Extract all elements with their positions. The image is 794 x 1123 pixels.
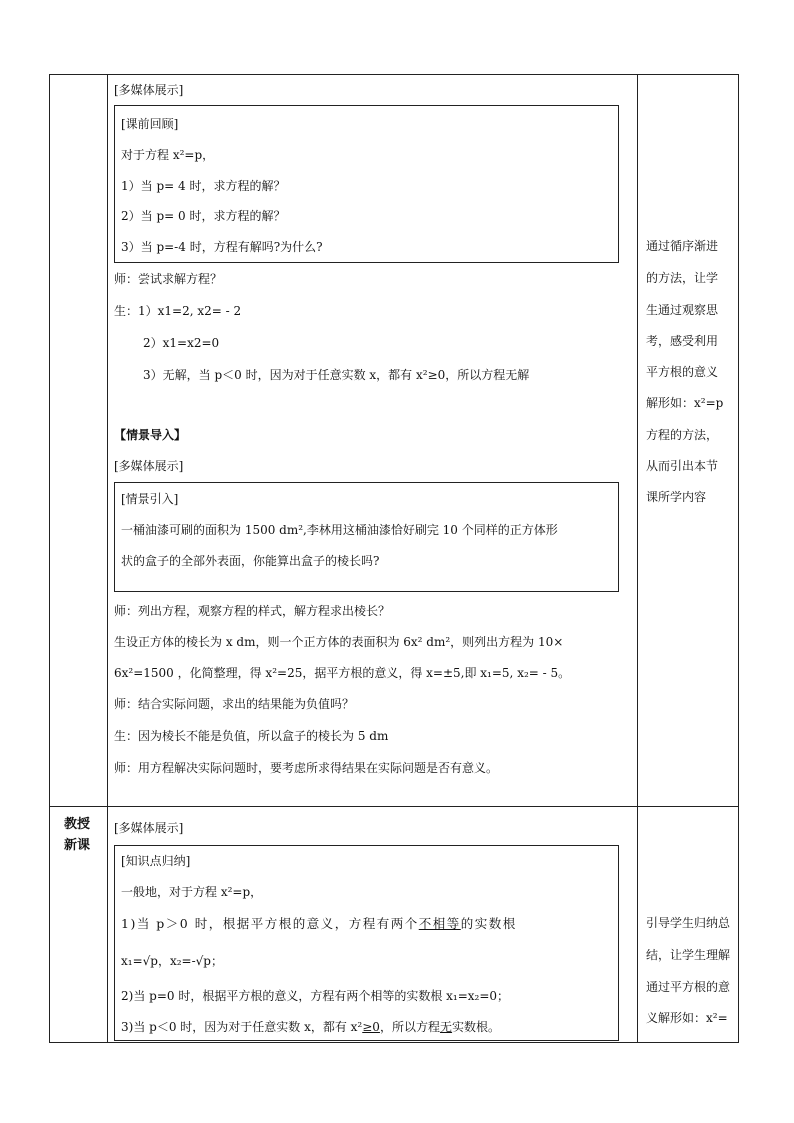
- side-note-line: 的方法，让学: [646, 271, 719, 285]
- knowledge-box-title: [知识点归纳]: [121, 854, 191, 868]
- student-answer: 生设正方体的棱长为 x dm，则一个正方体的表面积为 6x² dm²，则列出方程为 10×: [114, 635, 564, 649]
- scenario-text: 状的盒子的全部外表面，你能算出盒子的棱长吗?: [121, 554, 380, 568]
- knowledge-intro: 一般地，对于方程 x²=p，: [121, 885, 263, 899]
- scenario-box-title: [情景引入]: [121, 492, 179, 506]
- side-note-line: 通过循序渐进: [646, 239, 719, 253]
- knowledge-box: [114, 845, 619, 1041]
- side-note-line: 通过平方根的意: [646, 980, 731, 994]
- case3-text-a: 3)当 p＜0 时，因为对于任意实数 x，都有 x²: [121, 1020, 363, 1034]
- media-label: [多媒体展示]: [114, 459, 184, 473]
- case1-text-b: 的实数根: [460, 916, 517, 931]
- side-note-line: 考，感受利用: [646, 334, 719, 348]
- case3-underlined-1: ≥0: [362, 1020, 380, 1034]
- teacher-dialogue: 师：尝试求解方程？: [114, 272, 223, 286]
- knowledge-case-3: [121, 1017, 500, 1037]
- case3-text-b: ，所以方程: [379, 1020, 440, 1034]
- side-note-line: 方程的方法，: [646, 428, 719, 442]
- knowledge-case-1: [121, 914, 517, 934]
- side-note-line: 从而引出本节: [646, 459, 719, 473]
- media-label: [多媒体展示]: [114, 821, 184, 835]
- side-note-line: 结，让学生理解: [646, 948, 731, 962]
- student-answer: 2）x1=x2=0: [143, 336, 220, 350]
- teacher-dialogue: 师：列出方程，观察方程的样式，解方程求出棱长？: [114, 604, 391, 618]
- case1-underlined: 不相等: [418, 916, 461, 931]
- case3-underlined-2: 无: [439, 1020, 452, 1034]
- review-line: 3）当 p=-4 时，方程有解吗?为什么?: [121, 240, 323, 254]
- student-answer: 6x²=1500 ，化简整理，得 x²=25，据平方根的意义，得 x=±5,即 x₁=5, x₂= - 5。: [114, 666, 571, 680]
- knowledge-case-1-formula: x₁=√p，x₂=-√p；: [121, 954, 223, 968]
- case1-text-a: 1)当 p＞0 时，根据平方根的意义，方程有两个: [121, 916, 419, 931]
- review-line: 对于方程 x²=p，: [121, 148, 215, 162]
- section-label-line1: 教授: [64, 817, 91, 832]
- side-note-line: 平方根的意义: [646, 365, 719, 379]
- teacher-dialogue: 师：结合实际问题，求出的结果能为负值吗？: [114, 697, 355, 711]
- case3-text-c: 实数根。: [451, 1020, 500, 1034]
- side-note-line: 解形如：x²=p: [646, 396, 724, 410]
- side-note-line: 生通过观察思: [646, 303, 719, 317]
- student-answer: 生：1）x1=2, x2= - 2: [114, 304, 242, 318]
- section-label-line2: 新课: [64, 838, 91, 853]
- teacher-dialogue: 师：用方程解决实际问题时，要考虑所求得结果在实际问题是否有意义。: [114, 761, 499, 775]
- table-left-col-row1: [49, 74, 108, 807]
- section-heading: 【情景导入】: [114, 428, 187, 442]
- student-answer: 3）无解，当 p＜0 时，因为对于任意实数 x，都有 x²≥0，所以方程无解: [143, 368, 530, 382]
- side-note-line: 义解形如：x²=: [646, 1011, 728, 1025]
- media-label: [多媒体展示]: [114, 83, 184, 97]
- review-line: 2）当 p= 0 时，求方程的解？: [121, 209, 286, 223]
- scenario-text: 一桶油漆可刷的面积为 1500 dm²,李林用这桶油漆恰好刷完 10 个同样的正方体形: [121, 523, 558, 537]
- knowledge-case-2: 2)当 p=0 时，根据平方根的意义，方程有两个相等的实数根 x₁=x₂=0；: [121, 989, 510, 1003]
- student-answer: 生：因为棱长不能是负值，所以盒子的棱长为 5 dm: [114, 729, 389, 743]
- side-note-line: 引导学生归纳总: [646, 916, 731, 930]
- review-line: 1）当 p= 4 时，求方程的解？: [121, 179, 286, 193]
- side-note-line: 课所学内容: [646, 490, 707, 504]
- review-box-title: [课前回顾]: [121, 117, 179, 131]
